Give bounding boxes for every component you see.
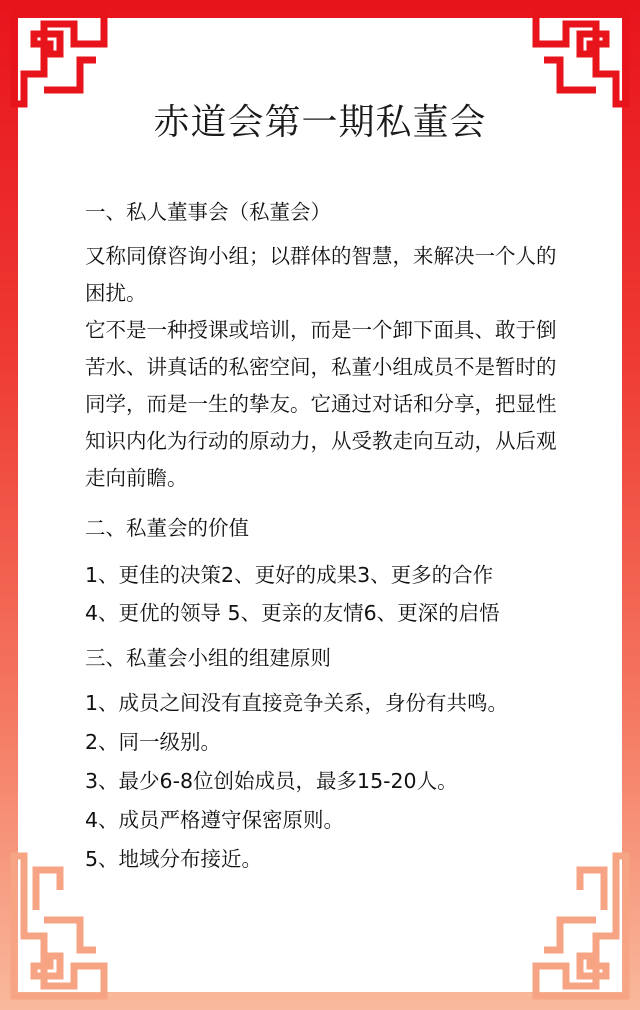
section-1-paragraph-1: 又称同僚咨询小组；以群体的智慧，来解决一个人的困扰。 [85,244,557,305]
principle-item: 3、最少6-8位创始成员，最多15-20人。 [85,769,458,793]
section-1-heading: 一、私人董事会（私董会） [85,200,331,224]
principle-item: 2、同一级别。 [85,730,222,754]
section-1-paragraph-2: 它不是一种授课或培训，而是一个卸下面具、敢于倒苦水、讲真话的私密空间，私董小组成员不是暂时的同学，而是一生的挚友。它通过对话和分享，把显性知识内化为行动的原动力，从受教走向互动，从后观走向前瞻。 [85,318,557,490]
page-title: 赤道会第一期私董会 [153,102,487,143]
principle-item: 5、地域分布接近。 [85,847,263,871]
value-line-1: 1、更佳的决策2、更好的成果3、更多的合作 [85,563,494,587]
principle-item: 1、成员之间没有直接竞争关系，身份有共鸣。 [85,691,509,715]
value-line-2: 4、更优的领导 5、更亲的友情6、更深的启悟 [85,601,500,625]
section-2-heading: 二、私董会的价值 [85,516,249,540]
section-3-heading: 三、私董会小组的组建原则 [85,646,331,670]
principle-item: 4、成员严格遵守保密原则。 [85,808,345,832]
